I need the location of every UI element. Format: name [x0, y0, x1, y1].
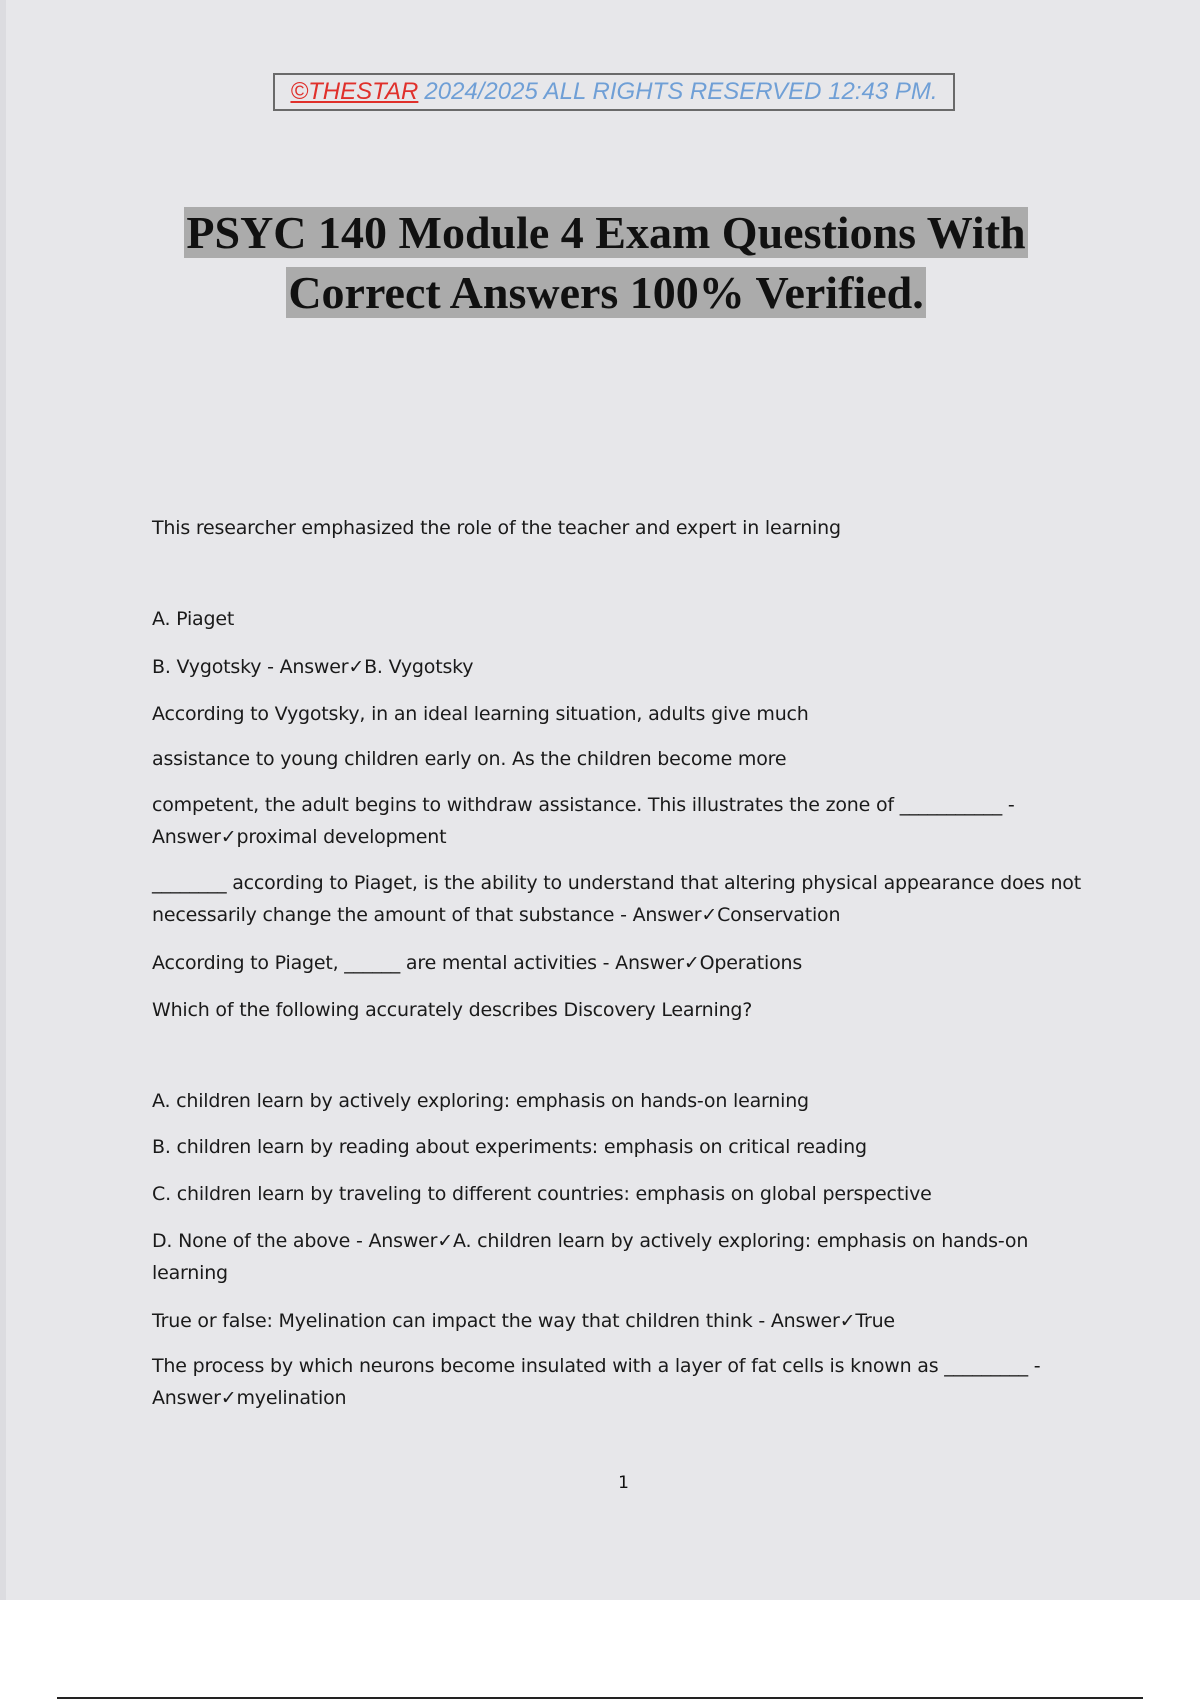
question-3: ________ according to Piaget, is the ability to understand that altering physical appearance does not necessarily change the amount of that substance - Answer✓Conservation	[152, 872, 1081, 926]
footer-divider	[57, 1697, 1143, 1699]
answer-line: B. Vygotsky - Answer✓B. Vygotsky	[152, 656, 474, 678]
page-number: 1	[618, 1473, 629, 1493]
question-6: True or false: Myelination can impact the way that children think - Answer✓True	[152, 1310, 895, 1332]
question-2-line-3: competent, the adult begins to withdraw assistance. This illustrates the zone of ___________ - Answer✓proximal development	[152, 794, 1015, 848]
question-1: This researcher emphasized the role of the teacher and expert in learning	[152, 517, 841, 539]
option-a: A. children learn by actively exploring: emphasis on hands-on learning	[152, 1090, 809, 1112]
question-7: The process by which neurons become insulated with a layer of fat cells is known as _________ - Answer✓myelination	[152, 1355, 1041, 1409]
rights-text: 2024/2025 ALL RIGHTS RESERVED 12:43 PM.	[424, 78, 938, 105]
question-2-line-1: According to Vygotsky, in an ideal learning situation, adults give much	[152, 703, 809, 725]
copyright-banner	[273, 73, 955, 111]
brand-name: ©THESTAR	[290, 78, 419, 105]
question-5: Which of the following accurately describes Discovery Learning?	[152, 999, 753, 1021]
question-2-line-2: assistance to young children early on. As the children become more	[152, 748, 787, 770]
question-4: According to Piaget, ______ are mental activities - Answer✓Operations	[152, 952, 803, 974]
option-b: B. children learn by reading about experiments: emphasis on critical reading	[152, 1136, 867, 1158]
title-line-2: Correct Answers 100% Verified.	[288, 267, 924, 318]
document-title	[6, 203, 1200, 323]
option-a: A. Piaget	[152, 608, 235, 630]
title-line-1: PSYC 140 Module 4 Exam Questions With	[186, 207, 1026, 258]
option-c: C. children learn by traveling to different countries: emphasis on global perspective	[152, 1183, 932, 1205]
option-d-answer: D. None of the above - Answer✓A. children learn by actively exploring: emphasis on hands-on learning	[152, 1230, 1029, 1284]
